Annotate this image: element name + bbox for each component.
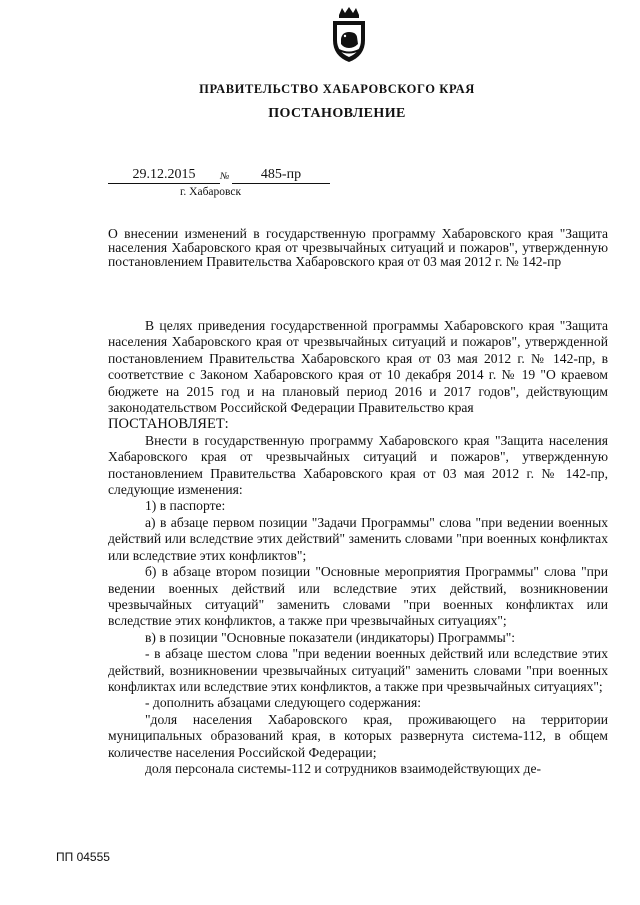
document-date: 29.12.2015 <box>108 167 220 184</box>
body-paragraph: в) в позиции "Основные показатели (индикаторы) Программы": <box>145 629 516 645</box>
body-paragraph: доля персонала системы-112 и сотрудников взаимодействующих де- <box>145 760 542 776</box>
number-sign: № <box>220 171 230 182</box>
body-paragraph: "доля населения Хабаровского края, проживающего на территории муниципальных образований края, в которых развернута система-112, в общем количестве населения Российской Федерации; <box>108 711 608 760</box>
body-paragraph: а) в абзаце первом позиции "Задачи Программы" слова "при ведении военных действий или вследствие этих действий" заменить словами "при военных конфликтах или вследствие этих конфликтов"; <box>108 514 608 563</box>
coat-of-arms-icon <box>327 6 371 64</box>
document-number: 485-пр <box>232 167 330 184</box>
document-body <box>108 318 608 777</box>
body-paragraph: 1) в паспорте: <box>145 498 226 514</box>
resolves-heading: ПОСТАНОВЛЯЕТ: <box>108 416 229 433</box>
body-paragraph: - в абзаце шестом слова "при ведении военных действий или вследствие этих действий, возникновении чрезвычайных ситуаций" заменить словами "при военных конфликтах или вследствие этих конфликтов, а также при чрезвычайных ситуациях"; <box>108 646 608 694</box>
city-name: г. Хабаровск <box>180 186 242 198</box>
document-type: ПОСТАНОВЛЕНИЕ <box>268 106 406 121</box>
body-paragraph: Внести в государственную программу Хабаровского края "Защита населения Хабаровского края от чрезвычайных ситуаций и пожаров", утвержденную постановлением Правительства Хабаровского края от 03 мая 2012 г. № 142-пр, следующие изменения: <box>108 432 608 498</box>
body-paragraph: - дополнить абзацами следующего содержания: <box>145 695 422 711</box>
document-subject: О внесении изменений в государственную программу Хабаровского края "Защита населения Хабаровского края от чрезвычайных ситуаций и пожаров", утвержденную постановлением Правительства Хабаровского края от 03 мая 2012 г. № 142-пр <box>108 226 608 269</box>
government-title: ПРАВИТЕЛЬСТВО ХАБАРОВСКОГО КРАЯ <box>199 82 475 96</box>
body-paragraph: В целях приведения государственной программы Хабаровского края "Защита населения Хабаровского края от чрезвычайных ситуаций и пожаров", утвержденной постановлением Правительства Хабаровского края от 03 мая 2012 г. № 142-пр, в соответствие с Законом Хабаровского края от 10 декабря 2014 г. № 19 "О краевом бюджете на 2015 год и на плановый период 2016 и 2017 годов", действующим законодательством Российской Федерации Правительство края <box>108 318 608 416</box>
footer-code: ПП 04555 <box>56 850 110 864</box>
body-paragraph: б) в абзаце втором позиции "Основные мероприятия Программы" слова "при ведении военных действий или вследствие этих действий, возникновении чрезвычайных ситуаций" заменить словами "при военных конфликтах или вследствие этих конфликтов, а также при чрезвычайных ситуациях"; <box>108 564 608 629</box>
